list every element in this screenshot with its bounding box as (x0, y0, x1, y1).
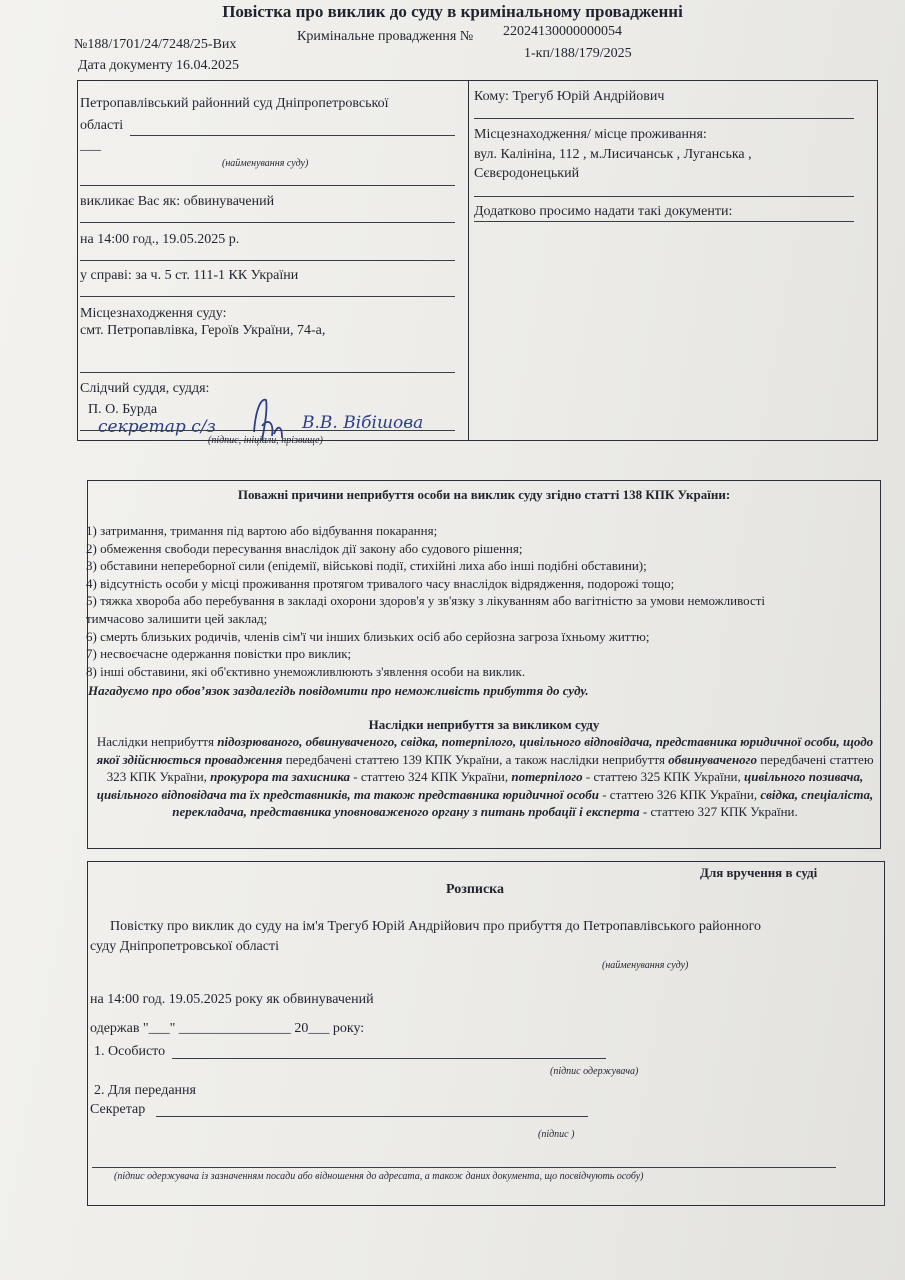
address-line1: вул. Калініна, 112 , м.Лисичанськ , Луганська , (474, 147, 752, 162)
final-caption: (підпис одержувача із зазначенням посади або відношення до адресата, а також даних документа, що посвідчують особу) (114, 1171, 644, 1182)
table-divider (468, 80, 469, 441)
consequences-text (92, 733, 878, 821)
caption-paren: ( (602, 960, 606, 971)
transfer-label: 2. Для передання (94, 1083, 196, 1098)
court-dash: ___ (80, 138, 101, 153)
court-location-label: Місцезнаходження суду: (80, 306, 227, 321)
address-line2: Сєвєродонецький (474, 166, 580, 181)
conseq-part: підозрюваного, обвинуваченого, свідка, потерпілого, цивільного відповідача, представника юридичної особи, щодо якої здійснюється провадження (96, 734, 874, 767)
conseq-part: передбачені статтею 323 КПК України, (106, 751, 874, 784)
reminder-text: Нагадуємо про обов’язок заздалегідь повідомити про неможливість прибуття до суду. (88, 683, 589, 698)
signature-secretary-text: секретар с/з (98, 417, 216, 437)
underline (474, 196, 854, 197)
secretary-label: Секретар (90, 1102, 146, 1117)
underline (156, 1116, 588, 1117)
proceeding-number: 22024130000000054 (503, 24, 622, 39)
underline (130, 135, 455, 136)
personally-caption: (підпис одержувача) (550, 1066, 639, 1077)
reason-item: 4) відсутність особи у місці проживання протягом тривалого часу внаслідок відрядження, подорожі тощо; (86, 575, 675, 591)
court-name-line1: Петропавлівський районний суд Дніпропетровської (80, 96, 389, 111)
conseq-part: свідка, спеціаліста, перекладача, представника уповноваженого органу з питань пробації і експерта (172, 786, 874, 819)
case-article: у справі: за ч. 5 ст. 111-1 КК України (80, 268, 299, 283)
received-date: одержав "___" ________________ 20___ року: (90, 1021, 365, 1036)
judge-name: П. О. Бурда (88, 402, 158, 417)
summons-as: викликає Вас як: обвинувачений (80, 194, 275, 209)
proceeding-label: Кримінальне провадження № (297, 29, 474, 44)
conseq-part: потерпілого (511, 769, 583, 784)
underline (80, 296, 455, 297)
reasons-list (86, 522, 765, 680)
receipt-title: Розписка (446, 882, 505, 897)
court-location-value: смт. Петропавлівка, Героїв України, 74-а, (80, 323, 326, 338)
conseq-part: передбачені статтею 139 КПК України, а також наслідки неприбуття (282, 751, 669, 767)
reason-item: 8) інші обставини, які об'єктивно унеможливлюють з'явлення особи на виклик. (86, 663, 526, 679)
court-name-line2: області (80, 118, 124, 133)
underline (80, 260, 455, 261)
conseq-part: Наслідки неприбуття (96, 734, 218, 749)
receipt-line1: Повістку про виклик до суду на ім'я Трегуб Юрій Андрійович про прибуття до Петропавлівського районного (110, 919, 761, 934)
underline (80, 430, 455, 431)
outgoing-number: №188/1701/24/7248/25-Вих (74, 37, 237, 52)
conseq-part: прокурора та захисника (210, 769, 350, 784)
reason-item: 3) обставини непереборної сили (епідемії, військові події, стихійні лиха або інші подібні обставини); (86, 558, 647, 574)
secretary-caption: (підпис ) (538, 1129, 575, 1140)
underline (92, 1167, 836, 1168)
reason-item: 5) тяжка хвороба або перебування в закладі охорони здоров'я у зв'язку з лікуванням або вагітністю за умови неможливості (86, 593, 766, 609)
conseq-part: цивільного позивача, цивільного відповідача та їх представників, та також представника юридичної особи (96, 769, 864, 802)
documents-label: Додатково просимо надати такі документи: (474, 204, 733, 219)
court-caption: (найменування суду) (222, 158, 309, 169)
underline (474, 118, 854, 119)
receipt-time: на 14:00 год. 19.05.2025 року як обвинувачений (90, 992, 374, 1007)
conseq-part: - статтею 325 КПК України, (582, 769, 744, 784)
document-date: Дата документу 16.04.2025 (78, 58, 239, 73)
underline (80, 185, 455, 186)
reason-item: 7) несвоєчасне одержання повістки про виклик; (86, 646, 352, 662)
hearing-time: на 14:00 год., 19.05.2025 р. (80, 232, 240, 247)
judge-label: Слідчий суддя, суддя: (80, 381, 210, 396)
reason-item: 2) обмеження свободи пересування внаслідок дії закону або судового рішення; (86, 540, 523, 556)
underline (80, 222, 455, 223)
consequences-title: Наслідки неприбуття за викликом суду (368, 717, 600, 732)
receipt-court-caption (602, 960, 688, 971)
reason-item: 1) затримання, тримання під вартою або відбування покарання; (86, 523, 438, 538)
address-label: Місцезнаходження/ місце проживання: (474, 127, 707, 142)
underline (172, 1058, 606, 1059)
signature-name-text: В.В. Вібішова (302, 413, 424, 433)
case-number: 1-кп/188/179/2025 (524, 46, 632, 61)
personally-label: 1. Особисто (94, 1044, 166, 1059)
document-title: Повістка про виклик до суду в кримінальному провадженні (222, 2, 683, 21)
recipient-name: Кому: Трегуб Юрій Андрійович (474, 89, 665, 104)
reason-item: тимчасово залишити цей заклад; (86, 610, 268, 626)
handwritten-signature (96, 396, 456, 456)
receipt-line2: суду Дніпропетровської області (90, 939, 279, 954)
underline (474, 221, 854, 222)
signature-caption: (підпис, ініціали, прізвище) (208, 435, 323, 446)
caption-text: найменування суду) (605, 960, 689, 971)
conseq-part: - статтею 327 КПК України. (639, 804, 798, 819)
conseq-part: обвинуваченого (668, 751, 757, 767)
conseq-part: - статтею 324 КПК України, (349, 769, 512, 784)
underline (80, 372, 455, 373)
conseq-part: - статтею 326 КПК України, (598, 786, 761, 802)
reasons-title: Поважні причини неприбуття особи на виклик суду згідно статті 138 КПК України: (237, 487, 731, 502)
reason-item: 6) смерть близьких родичів, членів сім'ї чи інших близьких осіб або серйозна загроза їхньому життю; (86, 628, 650, 644)
for-court-label: Для вручення в суді (700, 865, 818, 880)
